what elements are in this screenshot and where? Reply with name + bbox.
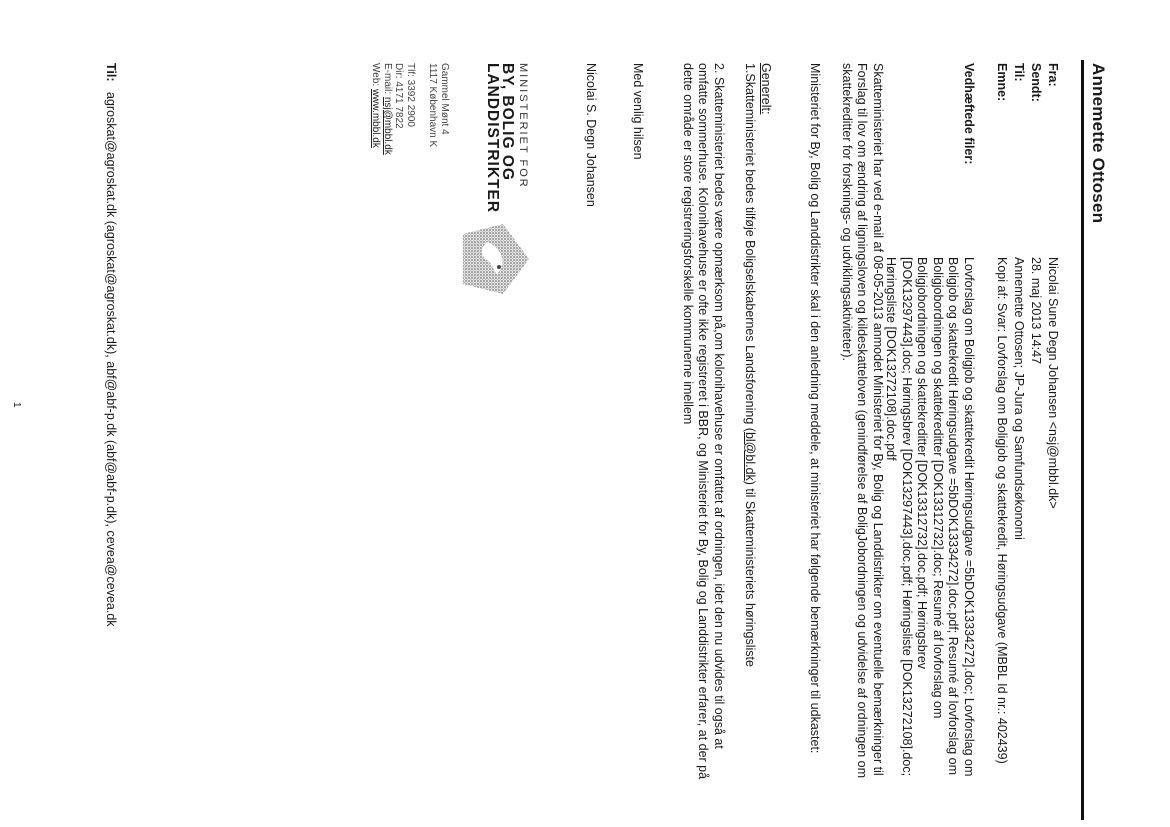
sender-name: Annemette Ottosen	[1089, 63, 1108, 224]
address-line-2: 1117 København K	[427, 63, 439, 148]
email-link[interactable]: nsj@mbbl.dk	[382, 96, 393, 155]
web-link[interactable]: www.mbbl.dk	[370, 88, 382, 148]
closing: Med venlig hilsen	[631, 63, 645, 160]
address-line-1: Gammel Mønt 4	[439, 63, 450, 135]
ministry-logo-text	[485, 63, 530, 213]
point-1-text-b: ) til Skatteministeriets høringsliste	[743, 480, 757, 667]
signature: Nicolai S. Degn Johansen	[584, 63, 598, 207]
web-row	[370, 63, 382, 155]
point-1	[741, 63, 757, 783]
statement-paragraph: Ministeriet for By, Bolig og Landdistrikter skal i den anledning meddele, at ministeriet har følgende bemærkninger til udkastet:	[808, 63, 822, 754]
email-label: E-mail:	[382, 63, 393, 97]
attachments-label: Vedhæftede filer:	[962, 63, 976, 165]
page-number: 1	[11, 402, 22, 408]
intro-paragraph: Skatteministeriet har ved e-mail af 08-05-2013 anmodet Ministeriet for By, Bolig og Landdistrikter om eventuelle bemærkninger til Forslag til lov om ændring af ligningsloven og kildeskatteloven (genindførelse af BoligJobordningen og udvidelse af ordningen om skattekreditter for forsknings- og udviklingsaktiviteter).	[839, 63, 885, 779]
to-value: Annemette Ottosen; JP-Jura og Samfundsøkonomi	[1012, 257, 1026, 540]
sent-label: Sendt:	[1029, 63, 1043, 102]
header-rule	[1081, 60, 1084, 820]
recipients-label: Til:	[104, 63, 118, 82]
contact-block	[370, 63, 450, 155]
subject-label: Emne:	[995, 63, 1009, 102]
general-heading: Generelt:	[759, 63, 773, 115]
subject-value: Kopi af: Svar: Lovforslag om Boligjob og skattekredit, Høringsudgave (MBBL Id nr.: 402439)	[995, 257, 1009, 764]
logo-line-1: MINISTERIET FOR	[517, 63, 529, 189]
logo-line-2: BY, BOLIG OG	[499, 63, 516, 181]
phone-main: Tlf: 3392 2900	[405, 63, 416, 127]
recipients-value: agroskat@agroskat.dk (agroskat@agroskat.dk), abf@abf-p.dk (abf@abf-p.dk), cevea@cevea.dk	[104, 92, 118, 627]
to-label: Til:	[1012, 63, 1026, 82]
web-label: Web:	[370, 63, 382, 89]
phone-direct: Dir: 4171 7822	[393, 63, 405, 129]
ministry-emblem-icon	[459, 220, 533, 298]
bl-email-link[interactable]: bl@bl.dk	[743, 431, 757, 481]
sent-value: 28. maj 2013 14:47	[1029, 257, 1043, 365]
point-2: 2. Skatteministeriet bedes være opmærksom på,om kolonihavehuse er omfattet af ordningen, idet den nu udvides til også at omfatte sommerhuse. Kolonihavehuse er ofte ikke registreret i BBR, og Ministeriet for By, Bolig og Landdistrikter erfarer, at der på dette område er store registreringsforskelle kommunerne imellem	[680, 63, 726, 780]
from-value: Nicolai Sune Degn Johansen <nsj@mbbl.dk>	[1046, 257, 1060, 509]
from-label: Fra:	[1046, 63, 1060, 87]
attachments-list: Lovforslag om Boligjob og skattekredit Høringsudgave =5bDOK13334272].doc; Lovforslag om Boligjob og skattekredit Høringsudgave =5bDOK13334272].doc.pdf; Resumé af lovforslag om Boligjobordningen og skattekreditter [DOK13312732].doc; Resumé af lovforslag om Boligjobordningen og skattekreditter [DOK13312732].doc.pdf; Høringsbrev [DOK13297443].doc; Høringsbrev [DOK13297443].doc.pdf; Høringsliste [DOK13272108].doc; Høringsliste [DOK13272108].doc.pdf	[884, 257, 976, 777]
point-1-text-a: 1.Skatteministeriet bedes tilføje Boligselskabernes Landsforening (	[743, 63, 757, 432]
email-row	[382, 63, 394, 155]
logo-line-3: LANDDISTRIKTER	[484, 63, 501, 214]
